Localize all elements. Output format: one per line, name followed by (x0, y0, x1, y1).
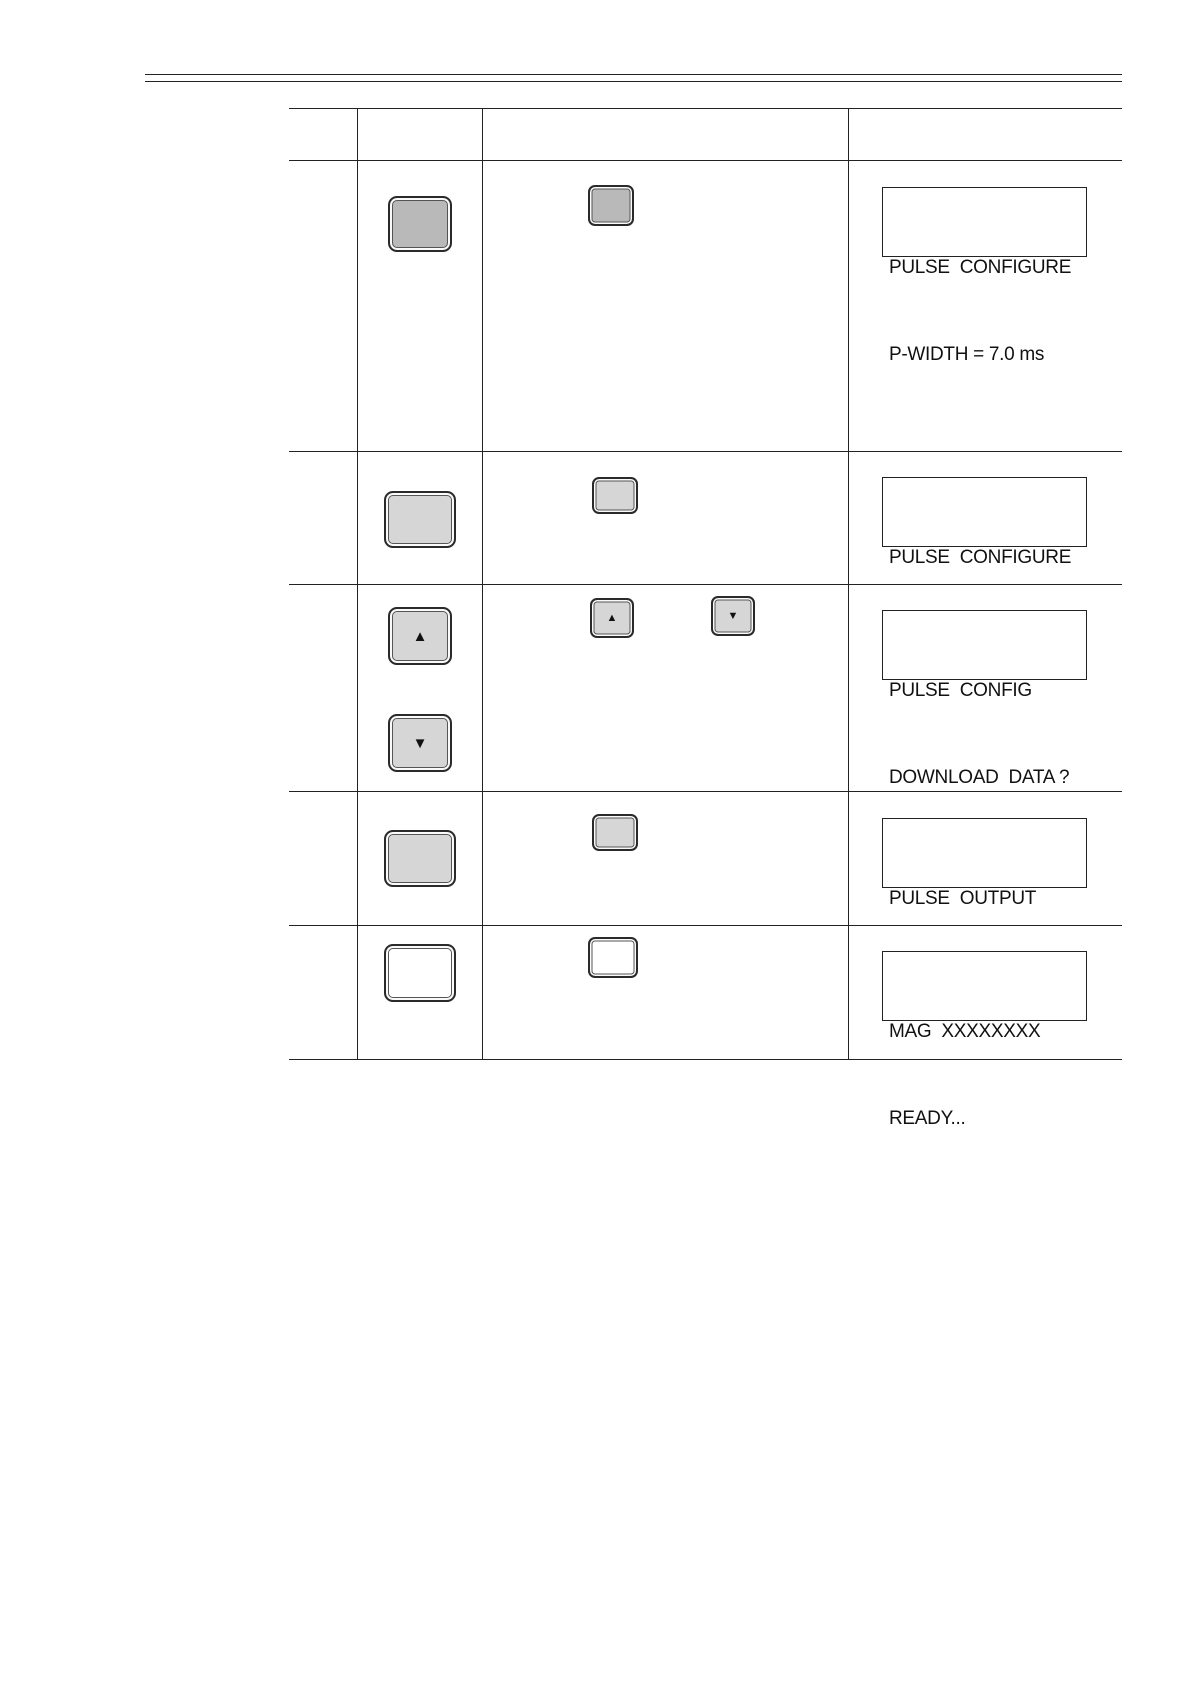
lcd-display (882, 477, 1087, 568)
lcd-line-1: MAG XXXXXXXX (889, 1021, 1041, 1042)
header-rule-bottom (145, 81, 1122, 82)
lcd-display (882, 951, 1087, 1129)
lcd-line-1: PULSE CONFIGURE (889, 547, 1072, 568)
lcd-display (882, 187, 1087, 365)
lcd-line-1: PULSE CONFIGURE (889, 257, 1072, 278)
col-divider-2 (482, 108, 483, 1059)
inline-key-icon (588, 185, 634, 226)
lcd-display (882, 610, 1087, 788)
up-arrow-icon: ▲ (412, 627, 428, 645)
lcd-line-2: READY... (889, 1108, 966, 1129)
down-arrow-key[interactable] (388, 714, 452, 772)
lcd-display (882, 818, 1087, 909)
inline-key-icon (588, 937, 638, 978)
lcd-line-1: PULSE OUTPUT (889, 888, 1037, 909)
keypad-key-large[interactable] (384, 944, 456, 1002)
row-divider-1 (289, 451, 1122, 452)
lcd-line-2: DOWNLOAD DATA ? (889, 767, 1070, 788)
up-arrow-key[interactable] (388, 607, 452, 665)
keypad-key-large[interactable] (384, 830, 456, 887)
up-arrow-icon: ▲ (606, 612, 618, 624)
inline-down-arrow-key (711, 596, 755, 636)
inline-up-arrow-key (590, 598, 634, 638)
col-divider-1 (357, 108, 358, 1059)
inline-key-icon (592, 814, 638, 851)
lcd-line-1: PULSE CONFIG (889, 680, 1032, 701)
table-header-line (289, 160, 1122, 161)
header-rule-top (145, 74, 1122, 75)
inline-key-icon (592, 477, 638, 514)
col-divider-3 (848, 108, 849, 1059)
keypad-key-large[interactable] (388, 196, 452, 252)
down-arrow-icon: ▼ (727, 610, 739, 622)
down-arrow-icon: ▼ (412, 734, 428, 752)
lcd-line-2: P-WIDTH = 7.0 ms (889, 344, 1045, 365)
table-top-line (289, 108, 1122, 109)
keypad-key-large[interactable] (384, 491, 456, 548)
